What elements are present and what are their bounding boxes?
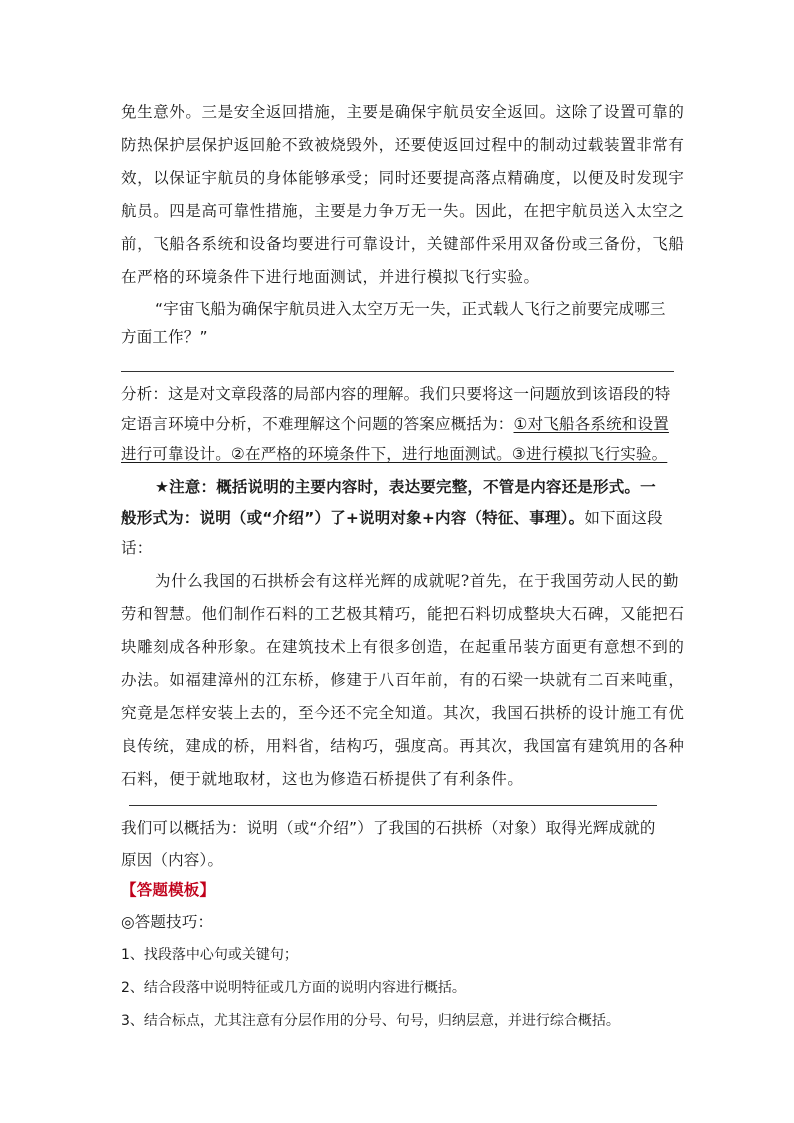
passage-1-line: 航员。四是高可靠性措施，主要是力争万无一失。因此，在把宇航员送入太空之	[121, 202, 685, 220]
passage-1-line: 免生意外。三是安全返回措施，主要是确保宇航员安全返回。这除了设置可靠的	[121, 103, 685, 121]
passage-2-line: 良传统，建成的桥，用料省，结构巧，强度高。再其次，我国富有建筑用的各种	[121, 737, 685, 755]
passage-2-line: 石料，便于就地取材，这也为修造石桥提供了有利条件。	[121, 770, 524, 788]
passage-2-line: 为什么我国的石拱桥会有这样光辉的成就呢?首先，在于我国劳动人民的勤	[155, 572, 680, 590]
analysis-line	[121, 413, 669, 435]
analysis-text: 定语言环境中分析，不难理解这个问题的答案应概括为：	[121, 415, 514, 433]
analysis-line: 分析：这是对文章段落的局部内容的理解。我们只要将这一问题放到该语段的特	[121, 385, 671, 403]
analysis-answer: ①对飞船各系统和设置	[513, 415, 669, 433]
tip-item: 3、结合标点，尤其注意有分层作用的分号、句号，归纳层意，并进行综合概括。	[121, 1013, 620, 1029]
passage-2-line: 劳和智慧。他们制作石料的工艺极其精巧，能把石料切成整块大石碑，又能把石	[121, 605, 685, 623]
passage-2-line: 块雕刻成各种形象。在建筑技术上有很多创造，在起重吊装方面更有意想不到的	[121, 638, 685, 656]
note-line	[121, 507, 663, 529]
note-line: ★注意：概括说明的主要内容时，表达要完整，不管是内容还是形式。一	[155, 478, 656, 496]
tip-item: 2、结合段落中说明特征或几方面的说明内容进行概括。	[121, 980, 466, 996]
answer-divider	[121, 371, 674, 372]
note-line: 话：	[121, 539, 153, 557]
template-heading: 【答题模板】	[121, 881, 216, 899]
passage-1-line: 前，飞船各系统和设备均要进行可靠设计，关键部件采用双备份或三备份，飞船	[121, 235, 685, 253]
analysis-answer: 进行可靠设计。②在严格的环境条件下，进行地面测试。③进行模拟飞行实验。	[121, 445, 668, 463]
note-formula: 般形式为：说明（或“介绍”）了+说明对象+内容（特征、事理）。	[121, 509, 585, 527]
question-line: 方面工作？”	[121, 328, 208, 346]
summary-line: 原因（内容）。	[121, 851, 224, 869]
passage-2-line: 究竟是怎样安装上去的，至今还不完全知道。其次，我国石拱桥的设计施工有优	[121, 704, 685, 722]
passage-2-line: 办法。如福建漳州的江东桥，修建于八百年前，有的石梁一块就有二百来吨重，	[121, 671, 685, 689]
summary-line: 我们可以概括为：说明（或“介绍”）了我国的石拱桥（对象）取得光辉成就的	[121, 819, 656, 837]
note-text: 如下面这段	[584, 509, 663, 527]
passage-1-line: 效，以保证宇航员的身体能够承受；同时还要提高落点精确度，以便及时发现宇	[121, 169, 685, 187]
tip-item: 1、找段落中心句或关键句；	[121, 947, 298, 963]
passage-1-line: 防热保护层保护返回舱不致被烧毁外，还要使返回过程中的制动过载装置非常有	[121, 136, 685, 154]
tips-title: ◎答题技巧：	[121, 913, 214, 931]
summary-divider	[129, 805, 657, 806]
question-line: “宇宙飞船为确保宇航员进入太空万无一失，正式载人飞行之前要完成哪三	[155, 300, 666, 318]
passage-1-line: 在严格的环境条件下进行地面测试，并进行模拟飞行实验。	[121, 268, 540, 286]
